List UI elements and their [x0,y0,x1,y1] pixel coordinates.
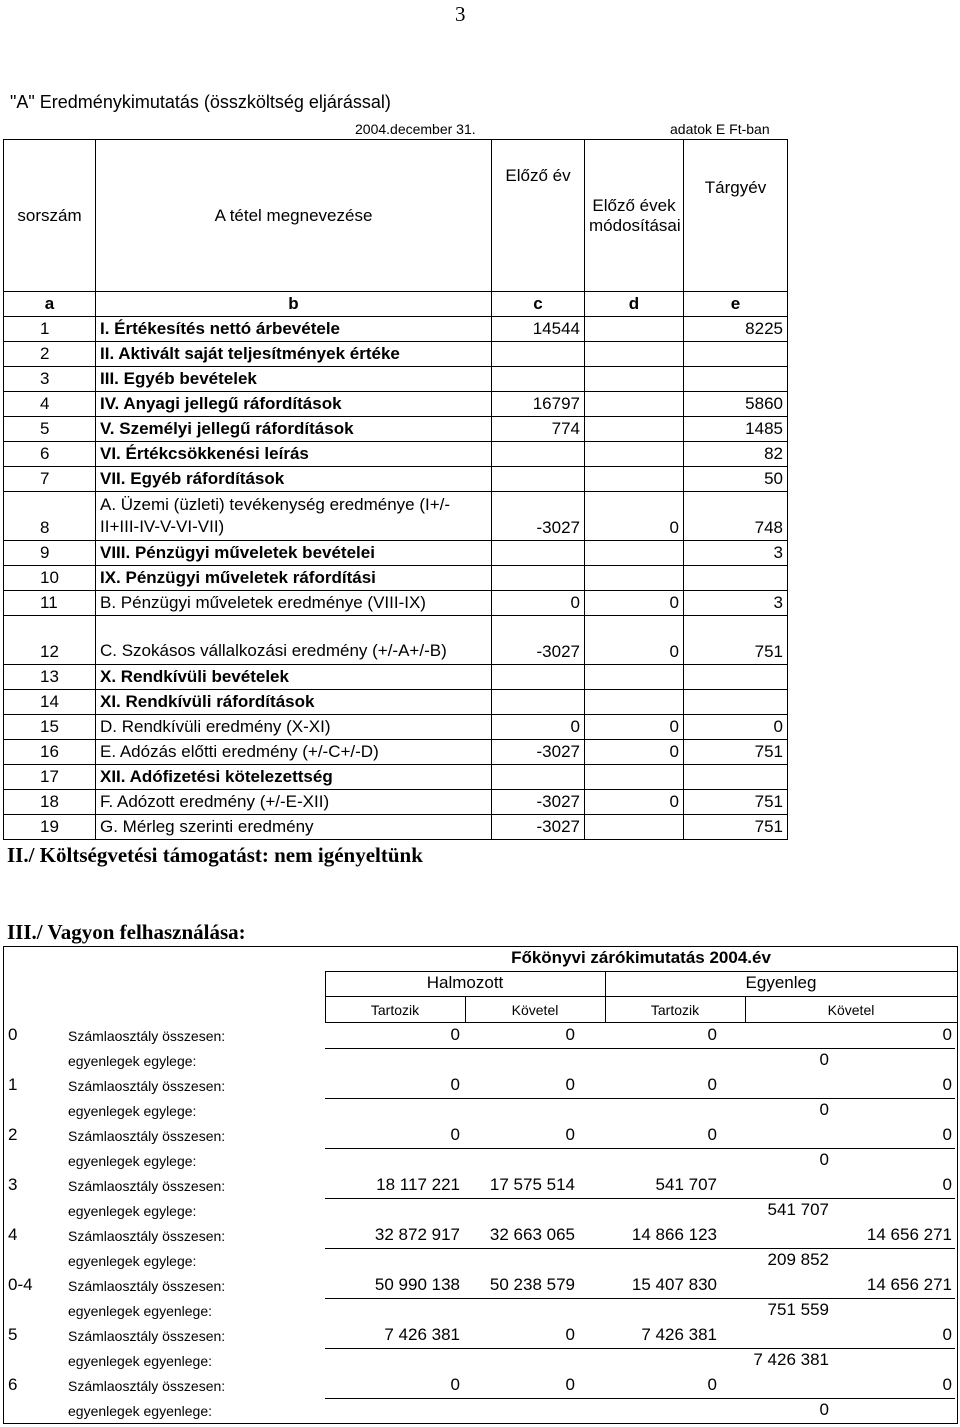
balance-value: 0 [819,1050,829,1069]
row-number: 1 [4,317,96,342]
row-label: I. Értékesítés nettó árbevétele [96,317,492,342]
row-number: 12 [4,616,96,665]
table-line [325,1148,955,1149]
balance-label: egyenlegek egylege: [68,1053,197,1069]
balance-label: egyenlegek egyenlege: [68,1353,213,1369]
value-targyev: 751 [684,616,788,665]
balance-value: 0 [819,1400,829,1419]
value-targyev [684,690,788,715]
balance-label: egyenlegek egyenlege: [68,1403,213,1419]
account-class-code: 3 [8,1175,18,1194]
row-number: 2 [4,342,96,367]
letter-a: a [4,292,96,317]
table-row [4,442,788,467]
page-number: 3 [455,2,466,26]
row-label: B. Pénzügyi műveletek eredménye (VIII-IX) [96,591,492,616]
row-number: 17 [4,765,96,790]
account-class-label: Számlaosztály összesen: [68,1228,226,1244]
table-row [4,367,788,392]
value-egyenleg-kovetel: 0 [942,1125,952,1144]
value-elozo-ev: 16797 [492,392,585,417]
table-row [4,715,788,740]
value-modositasai: 0 [585,715,684,740]
row-number: 8 [4,492,96,541]
income-statement-table [3,139,788,840]
row-number: 4 [4,392,96,417]
value-halmozott-kovetel: 0 [565,1075,575,1094]
balance-value: 209 852 [767,1250,829,1269]
row-label: VIII. Pénzügyi műveletek bevételei [96,541,492,566]
balance-value: 7 426 381 [753,1350,829,1369]
account-class-code: 1 [8,1075,18,1094]
table-line [325,1248,955,1249]
row-label: F. Adózott eredmény (+/-E-XII) [96,790,492,815]
subheader: Tartozik [650,1002,700,1018]
value-modositasai [585,541,684,566]
value-modositasai [585,765,684,790]
value-egyenleg-tartozik: 0 [707,1125,717,1144]
row-number: 9 [4,541,96,566]
value-egyenleg-tartozik: 7 426 381 [641,1325,717,1344]
row-number: 18 [4,790,96,815]
value-modositasai [585,392,684,417]
units-note: adatok E Ft-ban [670,121,770,137]
letter-e: e [684,292,788,317]
row-label: IX. Pénzügyi műveletek ráfordítási [96,566,492,591]
value-targyev: 8225 [684,317,788,342]
table-row [4,616,788,665]
value-modositasai [585,417,684,442]
table-line [325,1398,955,1399]
row-label: VII. Egyéb ráfordítások [96,467,492,492]
value-elozo-ev: 0 [492,591,585,616]
value-egyenleg-tartozik: 0 [707,1075,717,1094]
row-label: C. Szokásos vállalkozási eredmény (+/-A+/-B) [96,616,492,665]
header-sorszam: sorszám [4,140,96,292]
value-targyev [684,367,788,392]
account-class-label: Számlaosztály összesen: [68,1028,226,1044]
value-halmozott-tartozik: 32 872 917 [374,1225,460,1244]
value-elozo-ev [492,765,585,790]
report-date: 2004.december 31. [355,121,476,137]
table-header-row [4,140,788,292]
table-row [4,765,788,790]
row-label: V. Személyi jellegű ráfordítások [96,417,492,442]
value-targyev: 82 [684,442,788,467]
value-modositasai: 0 [585,591,684,616]
balance-value: 751 559 [767,1300,829,1319]
value-modositasai [585,342,684,367]
value-targyev: 50 [684,467,788,492]
table-line [325,1348,955,1349]
value-egyenleg-kovetel: 0 [942,1325,952,1344]
row-label: III. Egyéb bevételek [96,367,492,392]
row-label: D. Rendkívüli eredmény (X-XI) [96,715,492,740]
balance-value: 0 [819,1150,829,1169]
row-number: 10 [4,566,96,591]
table-row [4,665,788,690]
value-elozo-ev [492,690,585,715]
row-number: 6 [4,442,96,467]
value-targyev [684,765,788,790]
letter-c: c [492,292,585,317]
table-row [4,591,788,616]
value-egyenleg-tartozik: 0 [707,1375,717,1394]
value-modositasai [585,467,684,492]
table-row [4,467,788,492]
value-halmozott-tartozik: 0 [450,1025,460,1044]
value-halmozott-kovetel: 0 [565,1325,575,1344]
value-egyenleg-kovetel: 14 656 271 [866,1275,952,1294]
value-targyev [684,665,788,690]
page-title: "A" Eredménykimutatás (összköltség eljárással) [10,92,391,112]
value-egyenleg-kovetel: 0 [942,1175,952,1194]
value-modositasai [585,665,684,690]
value-halmozott-tartozik: 0 [450,1125,460,1144]
table-row [4,566,788,591]
value-halmozott-kovetel: 0 [565,1025,575,1044]
row-number: 5 [4,417,96,442]
table-row [4,740,788,765]
value-egyenleg-kovetel: 0 [942,1075,952,1094]
table-line [325,1048,955,1049]
value-halmozott-tartozik: 50 990 138 [374,1275,460,1294]
table-row [4,392,788,417]
value-elozo-ev: -3027 [492,790,585,815]
table-line [325,1298,955,1299]
value-elozo-ev: -3027 [492,740,585,765]
value-modositasai [585,690,684,715]
value-targyev: 0 [684,715,788,740]
value-halmozott-kovetel: 50 238 579 [489,1275,575,1294]
value-elozo-ev: 14544 [492,317,585,342]
ledger-title: Főkönyvi zárókimutatás 2004.év [511,948,771,967]
value-modositasai [585,367,684,392]
group-halmozott: Halmozott [426,973,504,992]
account-class-code: 6 [8,1375,18,1394]
value-targyev: 3 [684,541,788,566]
value-modositasai: 0 [585,492,684,541]
row-label: II. Aktivált saját teljesítmények értéke [96,342,492,367]
value-targyev: 751 [684,815,788,840]
value-egyenleg-kovetel: 0 [942,1375,952,1394]
row-number: 16 [4,740,96,765]
account-class-code: 4 [8,1225,18,1244]
table-row [4,541,788,566]
value-targyev [684,342,788,367]
value-halmozott-kovetel: 0 [565,1125,575,1144]
letter-d: d [585,292,684,317]
table-line [325,1022,957,1023]
row-number: 19 [4,815,96,840]
value-elozo-ev: -3027 [492,815,585,840]
value-egyenleg-kovetel: 0 [942,1025,952,1044]
value-halmozott-kovetel: 32 663 065 [489,1225,575,1244]
header-modositasai: Előző évek módosításai [585,140,684,292]
table-line [325,996,957,997]
value-targyev: 1485 [684,417,788,442]
value-elozo-ev [492,541,585,566]
balance-label: egyenlegek egylege: [68,1103,197,1119]
row-label: X. Rendkívüli bevételek [96,665,492,690]
row-label: XII. Adófizetési kötelezettség [96,765,492,790]
table-row [4,417,788,442]
row-label: G. Mérleg szerinti eredmény [96,815,492,840]
balance-label: egyenlegek egylege: [68,1203,197,1219]
value-egyenleg-tartozik: 14 866 123 [631,1225,717,1244]
value-elozo-ev: 774 [492,417,585,442]
value-egyenleg-tartozik: 0 [707,1025,717,1044]
value-halmozott-tartozik: 18 117 221 [376,1175,460,1194]
subheader: Követel [827,1002,875,1018]
value-modositasai [585,815,684,840]
account-class-code: 0-4 [8,1275,33,1294]
account-class-code: 2 [8,1125,18,1144]
group-egyenleg: Egyenleg [745,973,817,992]
value-modositasai [585,566,684,591]
value-targyev: 5860 [684,392,788,417]
row-number: 14 [4,690,96,715]
table-line [325,1098,955,1099]
value-elozo-ev [492,442,585,467]
account-class-label: Számlaosztály összesen: [68,1278,226,1294]
value-modositasai: 0 [585,740,684,765]
row-label: VI. Értékcsökkenési leírás [96,442,492,467]
balance-label: egyenlegek egyenlege: [68,1303,213,1319]
value-egyenleg-tartozik: 15 407 830 [631,1275,717,1294]
value-targyev: 751 [684,740,788,765]
value-halmozott-kovetel: 17 575 514 [489,1175,575,1194]
value-egyenleg-tartozik: 541 707 [655,1175,717,1194]
table-row [4,317,788,342]
account-class-code: 0 [8,1025,18,1044]
balance-label: egyenlegek egylege: [68,1253,197,1269]
table-line [325,971,957,972]
value-elozo-ev [492,367,585,392]
table-row [4,342,788,367]
balance-label: egyenlegek egylege: [68,1153,197,1169]
balance-value: 0 [819,1100,829,1119]
value-elozo-ev: -3027 [492,616,585,665]
table-row [4,815,788,840]
account-class-label: Számlaosztály összesen: [68,1178,226,1194]
value-modositasai: 0 [585,790,684,815]
table-line [957,946,958,1424]
table-line [3,946,4,1424]
table-row [4,790,788,815]
value-modositasai [585,442,684,467]
value-elozo-ev [492,566,585,591]
row-label: A. Üzemi (üzleti) tevékenység eredménye (I+/-II+III-IV-V-VI-VII) [96,492,492,541]
header-megnevezes: A tétel megnevezése [96,140,492,292]
table-row [4,492,788,541]
row-label: E. Adózás előtti eredmény (+/-C+/-D) [96,740,492,765]
value-halmozott-kovetel: 0 [565,1375,575,1394]
account-class-label: Számlaosztály összesen: [68,1328,226,1344]
table-line [3,946,958,947]
value-modositasai: 0 [585,616,684,665]
value-elozo-ev [492,467,585,492]
value-halmozott-tartozik: 0 [450,1075,460,1094]
table-line [3,1423,958,1424]
letter-b: b [96,292,492,317]
account-class-label: Számlaosztály összesen: [68,1078,226,1094]
value-targyev: 751 [684,790,788,815]
header-elozo-ev: Előző év [492,140,585,292]
value-modositasai [585,317,684,342]
account-class-code: 5 [8,1325,18,1344]
section-3-heading: III./ Vagyon felhasználása: [7,920,246,944]
account-class-label: Számlaosztály összesen: [68,1128,226,1144]
value-targyev: 748 [684,492,788,541]
subheader: Követel [511,1002,559,1018]
table-line [325,1198,955,1199]
account-class-label: Számlaosztály összesen: [68,1378,226,1394]
value-targyev: 3 [684,591,788,616]
value-elozo-ev: -3027 [492,492,585,541]
value-elozo-ev [492,665,585,690]
row-number: 3 [4,367,96,392]
section-2-heading: II./ Költségvetési támogatást: nem igényeltünk [7,843,423,867]
table-row [4,690,788,715]
value-halmozott-tartozik: 0 [450,1375,460,1394]
ledger-summary-table [3,946,958,1424]
row-number: 7 [4,467,96,492]
value-targyev [684,566,788,591]
value-halmozott-tartozik: 7 426 381 [384,1325,460,1344]
row-label: XI. Rendkívüli ráfordítások [96,690,492,715]
row-label: IV. Anyagi jellegű ráfordítások [96,392,492,417]
balance-value: 541 707 [767,1200,829,1219]
value-egyenleg-kovetel: 14 656 271 [866,1225,952,1244]
header-targyev: Tárgyév [684,140,788,292]
row-number: 11 [4,591,96,616]
column-letters-row [4,292,788,317]
row-number: 15 [4,715,96,740]
value-elozo-ev [492,342,585,367]
value-elozo-ev: 0 [492,715,585,740]
row-number: 13 [4,665,96,690]
subheader: Tartozik [370,1002,420,1018]
